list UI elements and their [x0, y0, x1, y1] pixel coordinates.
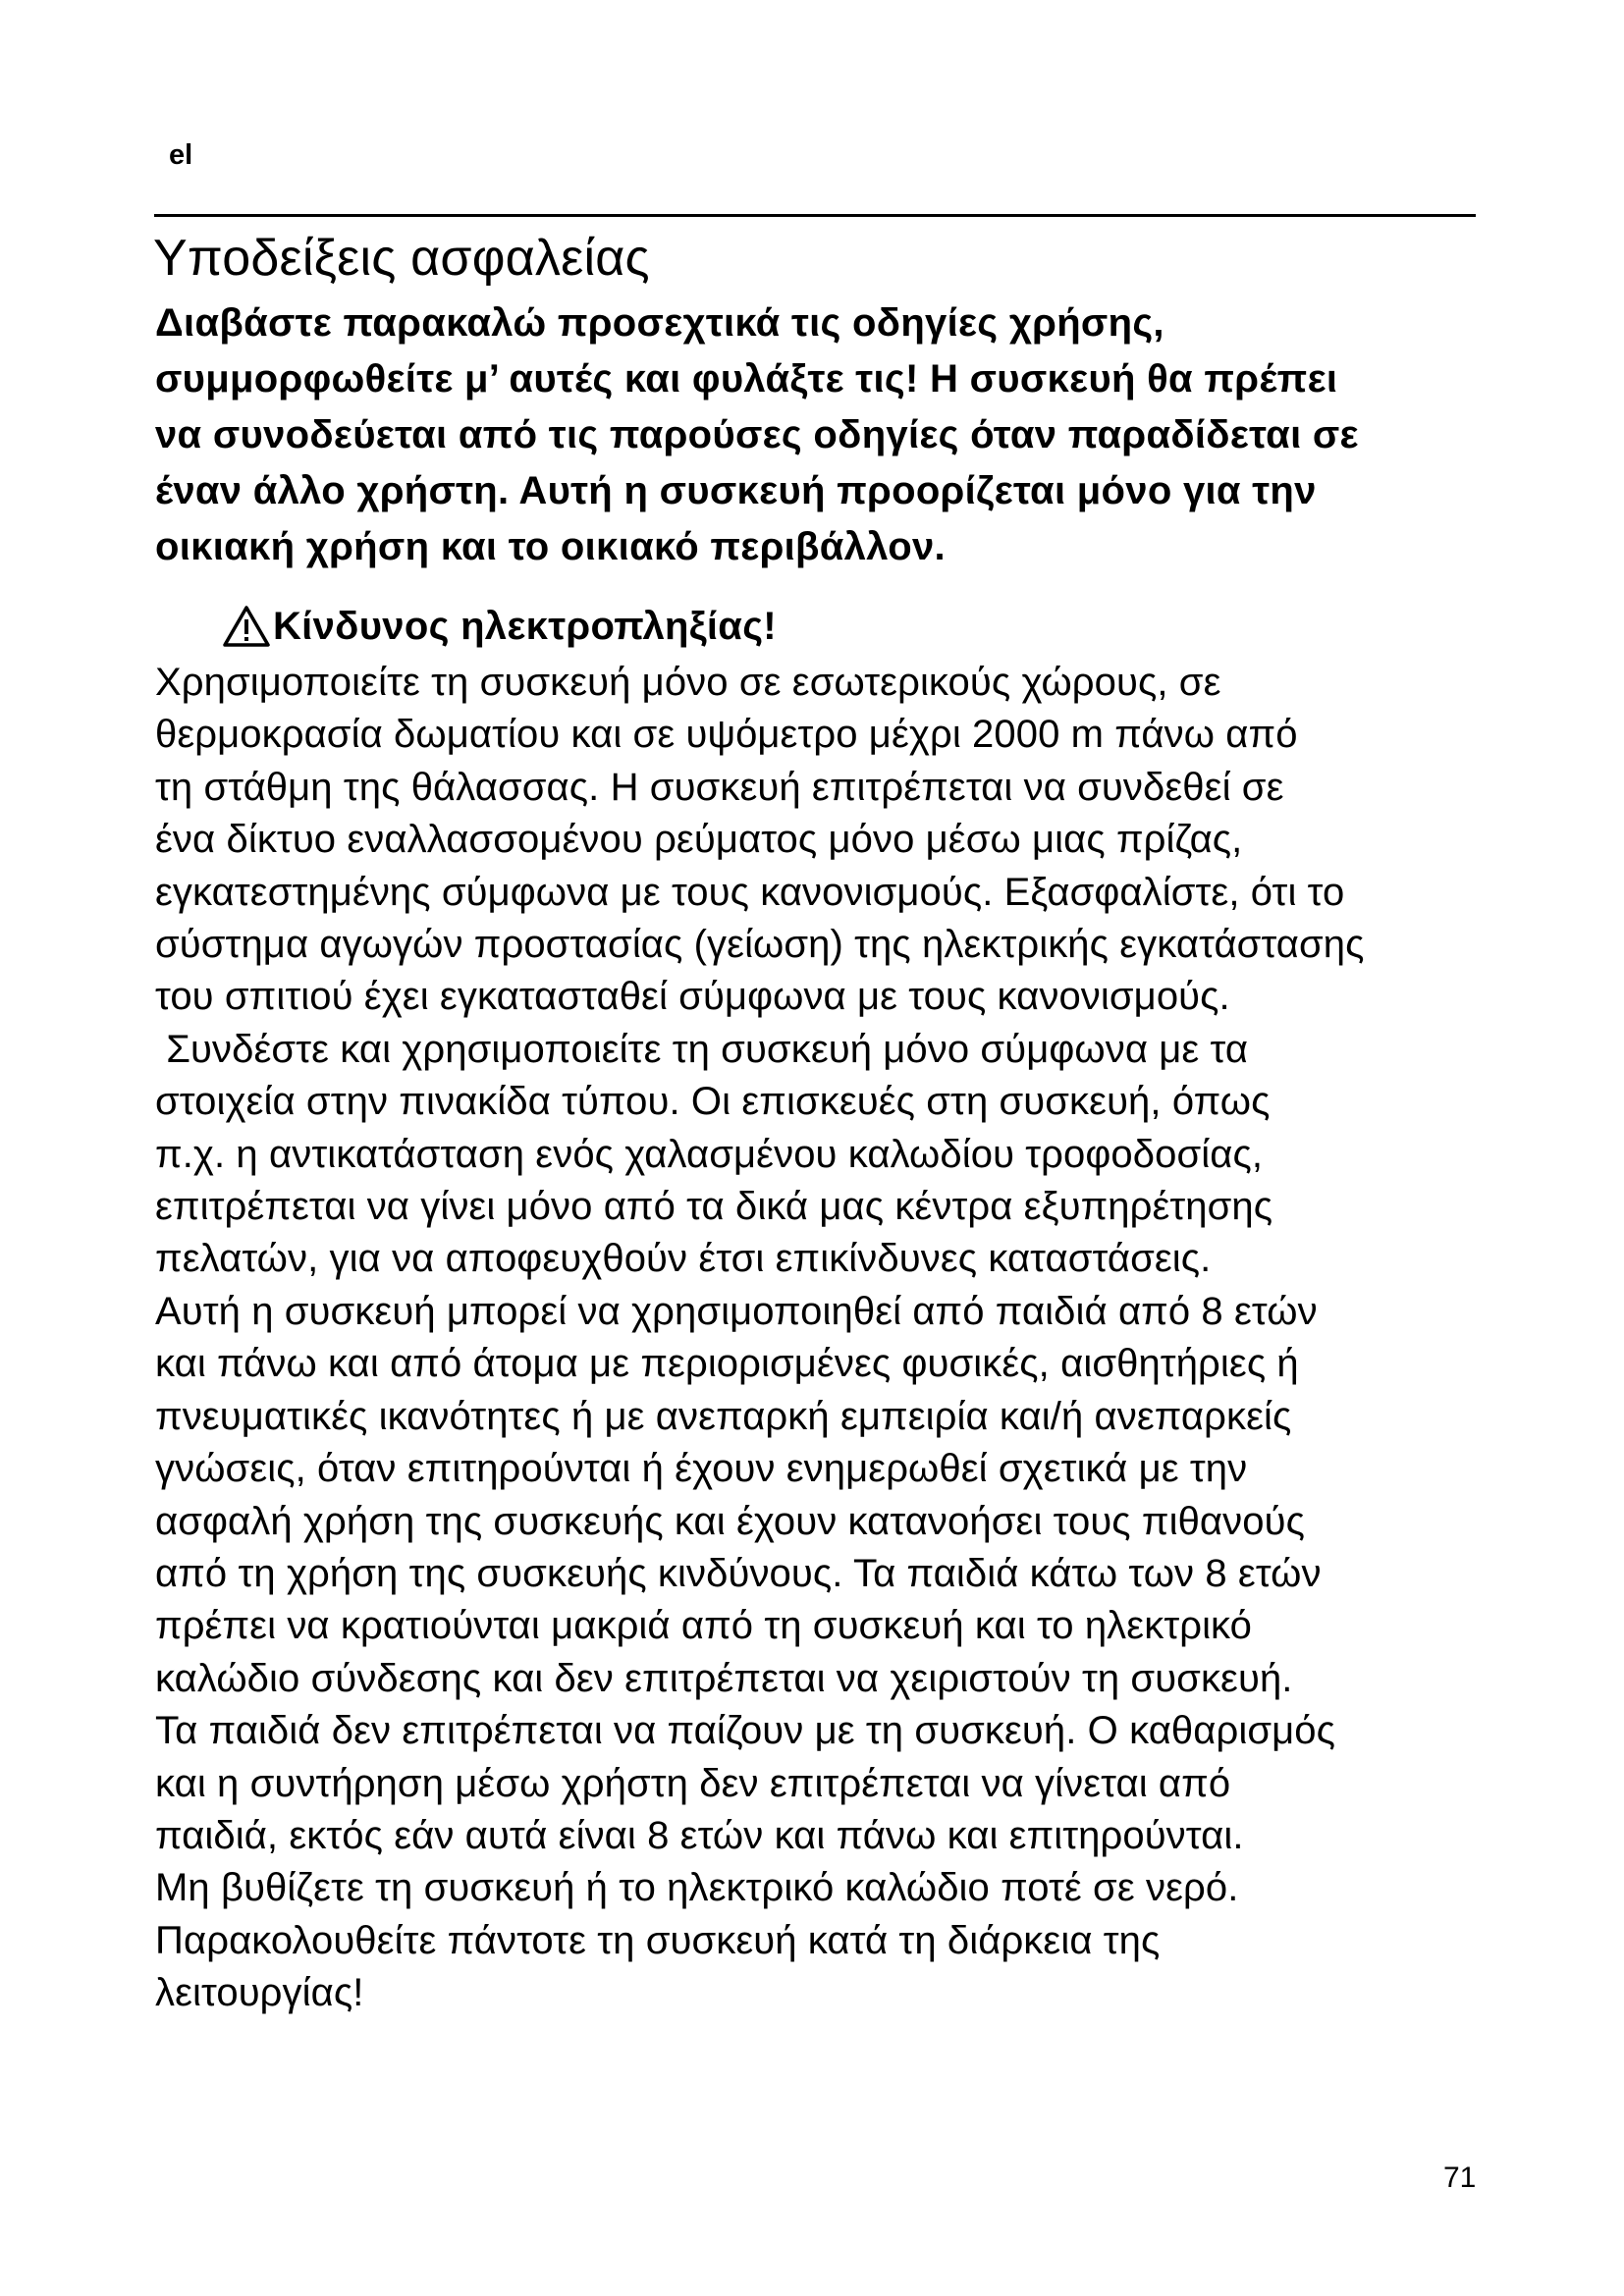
body-line: Αυτή η συσκευή μπορεί να χρησιμοποιηθεί από παιδιά από 8 ετών [155, 1289, 1318, 1333]
body-line: σύστημα αγωγών προστασίας (γείωση) της ηλεκτρικής εγκατάστασης [155, 923, 1365, 967]
body-line: στοιχεία στην πινακίδα τύπου. Οι επισκευές στη συσκευή, όπως [155, 1080, 1271, 1124]
body-line: Μη βυθίζετε τη συσκευή ή το ηλεκτρικό καλώδιο ποτέ σε νερό. [155, 1866, 1239, 1910]
intro-line: Διαβάστε παρακαλώ προσεχτικά τις οδηγίες χρήσης, [155, 301, 1164, 345]
body-line: του σπιτιού έχει εγκατασταθεί σύμφωνα με τους κανονισμούς. [155, 975, 1230, 1019]
section-title: Υποδείξεις ασφαλείας [153, 230, 650, 287]
body-line: πελατών, για να αποφευχθούν έτσι επικίνδυνες καταστάσεις. [155, 1237, 1212, 1281]
body-line: λειτουργίας! [155, 1971, 364, 2015]
warning-triangle-icon [222, 605, 271, 648]
intro-line: να συνοδεύεται από τις παρούσες οδηγίες όταν παραδίδεται σε [155, 413, 1359, 456]
body-line: πρέπει να κρατιούνται μακριά από τη συσκευή και το ηλεκτρικό [155, 1604, 1253, 1648]
body-line: Τα παιδιά δεν επιτρέπεται να παίζουν με τη συσκευή. Ο καθαρισμός [155, 1709, 1336, 1753]
body-line: π.χ. η αντικατάσταση ενός χαλασμένου καλωδίου τροφοδοσίας, [155, 1132, 1264, 1176]
body-line: τη στάθμη της θάλασσας. Η συσκευή επιτρέπεται να συνδεθεί σε [155, 765, 1284, 809]
body-line: ένα δίκτυο εναλλασσομένου ρεύματος μόνο μέσω μιας πρίζας, [155, 818, 1243, 862]
intro-line: οικιακή χρήση και το οικιακό περιβάλλον. [155, 525, 946, 568]
body-line: επιτρέπεται να γίνει μόνο από τα δικά μας κέντρα εξυπηρέτησης [155, 1185, 1273, 1229]
body-line: πνευματικές ικανότητες ή με ανεπαρκή εμπειρία και/ή ανεπαρκείς [155, 1394, 1292, 1438]
body-line: Χρησιμοποιείτε τη συσκευή μόνο σε εσωτερικούς χώρους, σε [155, 661, 1221, 704]
warning-title: Κίνδυνος ηλεκτροπληξίας! [273, 605, 777, 648]
intro-paragraph [155, 295, 1510, 575]
body-line: και πάνω και από άτομα με περιορισμένες φυσικές, αισθητήριες ή [155, 1342, 1299, 1386]
safety-body-text [155, 657, 1510, 2020]
warning-heading [222, 597, 777, 656]
body-line: εγκατεστημένης σύμφωνα με τους κανονισμούς. Εξασφαλίστε, ότι το [155, 870, 1345, 914]
header-rule [154, 214, 1476, 217]
body-line: γνώσεις, όταν επιτηρούνται ή έχουν ενημερωθεί σχετικά με την [155, 1447, 1248, 1491]
intro-line: έναν άλλο χρήστη. Αυτή η συσκευή προορίζεται μόνο για την [155, 469, 1317, 512]
language-code: el [169, 139, 193, 171]
body-line: και η συντήρηση μέσω χρήστη δεν επιτρέπεται να γίνεται από [155, 1761, 1231, 1805]
body-line: Παρακολουθείτε πάντοτε τη συσκευή κατά τη διάρκεια της [155, 1918, 1161, 1962]
body-line: Συνδέστε και χρησιμοποιείτε τη συσκευή μόνο σύμφωνα με τα [155, 1027, 1249, 1071]
body-line: θερμοκρασία δωματίου και σε υψόμετρο μέχρι 2000 m πάνω από [155, 713, 1298, 757]
body-line: από τη χρήση της συσκευής κινδύνους. Τα παιδιά κάτω των 8 ετών [155, 1551, 1322, 1595]
body-line: ασφαλή χρήση της συσκευής και έχουν κατανοήσει τους πιθανούς [155, 1499, 1305, 1543]
body-line: παιδιά, εκτός εάν αυτά είναι 8 ετών και πάνω και επιτηρούνται. [155, 1813, 1244, 1857]
intro-line: συμμορφωθείτε μ’ αυτές και φυλάξτε τις! Η συσκευή θα πρέπει [155, 357, 1338, 400]
page-number: 71 [1443, 2162, 1477, 2194]
body-line: καλώδιο σύνδεσης και δεν επιτρέπεται να χειριστούν τη συσκευή. [155, 1656, 1293, 1700]
